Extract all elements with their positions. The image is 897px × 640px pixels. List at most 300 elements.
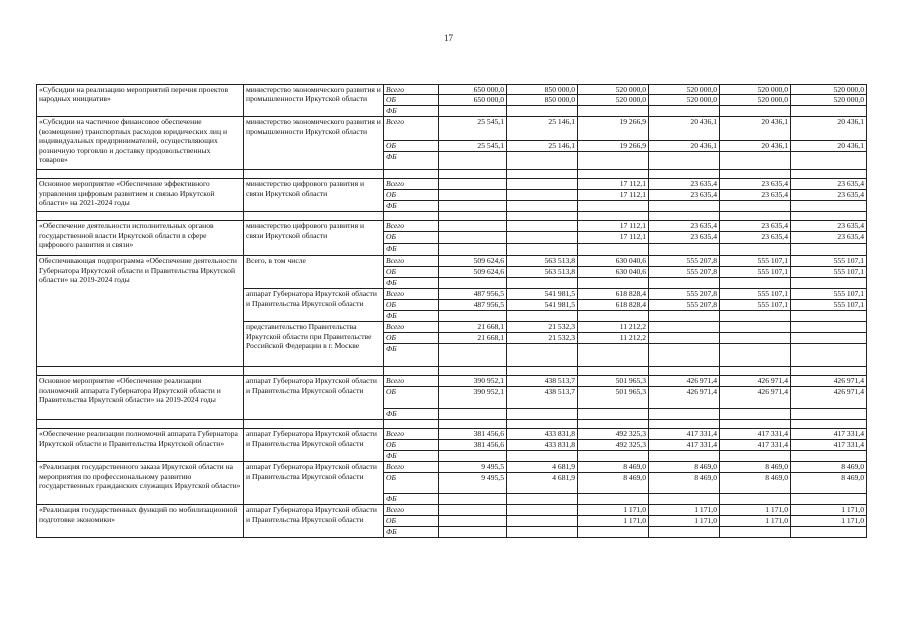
funding-source-cell: ФБ	[384, 106, 439, 117]
executor-cell: Всего, в том числе	[244, 256, 384, 289]
amount-cell: 381 456,6	[439, 440, 507, 451]
empty-cell	[578, 170, 649, 179]
funding-source-cell: Всего	[384, 179, 439, 190]
amount-cell: 417 331,4	[791, 429, 867, 440]
amount-cell	[439, 232, 507, 244]
amount-cell	[507, 505, 578, 516]
empty-cell	[244, 367, 384, 376]
amount-cell: 417 331,4	[720, 440, 791, 451]
empty-cell	[720, 170, 791, 179]
amount-cell	[578, 451, 649, 462]
amount-cell: 21 532,3	[507, 333, 578, 344]
amount-cell: 21 668,1	[439, 333, 507, 344]
amount-cell	[439, 516, 507, 527]
amount-cell	[720, 451, 791, 462]
amount-cell: 1 171,0	[649, 516, 720, 527]
funding-source-cell: ОБ	[384, 473, 439, 494]
amount-cell	[578, 201, 649, 212]
amount-cell: 4 681,9	[507, 462, 578, 473]
empty-cell	[384, 212, 439, 221]
amount-cell	[507, 244, 578, 256]
amount-cell: 8 469,0	[720, 462, 791, 473]
amount-cell: 23 635,4	[791, 190, 867, 201]
amount-cell	[507, 278, 578, 289]
amount-cell: 487 956,5	[439, 289, 507, 300]
empty-cell	[649, 420, 720, 429]
amount-cell: 520 000,0	[578, 85, 649, 95]
empty-cell	[649, 367, 720, 376]
amount-cell: 4 681,9	[507, 473, 578, 494]
amount-cell	[439, 201, 507, 212]
measure-name-cell: «Реализация государственного заказа Иркутской области на мероприятия по профессиональному развитию государственных гражданских служащих Иркутской области»	[37, 462, 244, 505]
amount-cell	[649, 322, 720, 333]
amount-cell: 563 513,8	[507, 256, 578, 267]
amount-cell: 20 436,1	[791, 141, 867, 152]
amount-cell: 555 107,1	[720, 267, 791, 278]
amount-cell	[791, 409, 867, 420]
amount-cell: 23 635,4	[720, 221, 791, 232]
amount-cell	[649, 409, 720, 420]
funding-source-cell: ФБ	[384, 451, 439, 462]
amount-cell: 520 000,0	[649, 95, 720, 106]
table-row	[37, 462, 867, 473]
empty-cell	[720, 212, 791, 221]
amount-cell: 1 171,0	[720, 516, 791, 527]
amount-cell: 25 545,1	[439, 141, 507, 152]
amount-cell: 850 000,0	[507, 85, 578, 95]
amount-cell	[720, 106, 791, 117]
amount-cell: 1 171,0	[578, 516, 649, 527]
amount-cell: 20 436,1	[720, 117, 791, 141]
amount-cell	[439, 106, 507, 117]
amount-cell: 501 965,3	[578, 376, 649, 387]
empty-cell	[791, 420, 867, 429]
amount-cell	[791, 333, 867, 344]
funding-source-cell: Всего	[384, 117, 439, 141]
table-row	[37, 85, 867, 95]
amount-cell	[649, 244, 720, 256]
empty-cell	[37, 367, 244, 376]
empty-cell	[244, 212, 384, 221]
amount-cell: 426 971,4	[649, 376, 720, 387]
amount-cell	[507, 106, 578, 117]
amount-cell	[507, 409, 578, 420]
funding-source-cell: Всего	[384, 256, 439, 267]
amount-cell: 426 971,4	[720, 376, 791, 387]
amount-cell: 9 495,5	[439, 462, 507, 473]
funding-source-cell: Всего	[384, 289, 439, 300]
amount-cell	[649, 494, 720, 505]
table-row	[37, 117, 867, 141]
amount-cell	[578, 152, 649, 170]
amount-cell: 17 112,1	[578, 221, 649, 232]
funding-source-cell: ОБ	[384, 190, 439, 201]
empty-cell	[791, 367, 867, 376]
empty-cell	[439, 170, 507, 179]
table-row	[37, 179, 867, 190]
funding-source-cell: ОБ	[384, 516, 439, 527]
amount-cell	[507, 494, 578, 505]
executor-cell: министерство экономического развития и промышленности Иркутской области	[244, 117, 384, 170]
amount-cell: 25 545,1	[439, 117, 507, 141]
funding-source-cell: ФБ	[384, 311, 439, 322]
empty-cell	[791, 170, 867, 179]
amount-cell	[720, 244, 791, 256]
amount-cell	[507, 451, 578, 462]
amount-cell	[649, 333, 720, 344]
amount-cell: 555 207,8	[649, 289, 720, 300]
amount-cell	[439, 451, 507, 462]
amount-cell: 17 112,1	[578, 179, 649, 190]
empty-cell	[578, 367, 649, 376]
amount-cell	[649, 278, 720, 289]
amount-cell	[720, 494, 791, 505]
executor-cell: министерство экономического развития и промышленности Иркутской области	[244, 85, 384, 117]
amount-cell: 25 146,1	[507, 141, 578, 152]
budget-table	[36, 84, 867, 538]
amount-cell: 1 171,0	[791, 516, 867, 527]
amount-cell	[791, 527, 867, 537]
amount-cell: 20 436,1	[649, 141, 720, 152]
spacer-row	[37, 420, 867, 429]
amount-cell	[791, 278, 867, 289]
amount-cell	[439, 152, 507, 170]
amount-cell	[649, 201, 720, 212]
amount-cell: 438 513,7	[507, 376, 578, 387]
amount-cell: 520 000,0	[791, 85, 867, 95]
executor-cell: министерство цифрового развития и связи Иркутской области	[244, 179, 384, 212]
amount-cell: 1 171,0	[578, 505, 649, 516]
amount-cell: 23 635,4	[649, 190, 720, 201]
amount-cell: 520 000,0	[720, 85, 791, 95]
amount-cell: 426 971,4	[720, 387, 791, 409]
amount-cell	[791, 106, 867, 117]
amount-cell	[507, 527, 578, 537]
amount-cell: 1 171,0	[720, 505, 791, 516]
amount-cell: 426 971,4	[791, 376, 867, 387]
amount-cell: 541 981,5	[507, 300, 578, 311]
amount-cell: 19 266,9	[578, 117, 649, 141]
amount-cell: 8 469,0	[649, 473, 720, 494]
amount-cell	[507, 190, 578, 201]
funding-source-cell: Всего	[384, 376, 439, 387]
amount-cell: 492 325,3	[578, 429, 649, 440]
amount-cell	[720, 333, 791, 344]
executor-cell: представительство Правительства Иркутской области при Правительстве Российской Федерации в г. Москве	[244, 322, 384, 367]
funding-source-cell: ОБ	[384, 333, 439, 344]
amount-cell: 630 040,6	[578, 267, 649, 278]
amount-cell	[578, 494, 649, 505]
amount-cell: 555 107,1	[791, 267, 867, 278]
spacer-row	[37, 170, 867, 179]
amount-cell	[578, 527, 649, 537]
amount-cell: 438 513,7	[507, 387, 578, 409]
executor-cell: аппарат Губернатора Иркутской области и Правительства Иркутской области	[244, 376, 384, 420]
amount-cell: 390 952,1	[439, 387, 507, 409]
funding-source-cell: ФБ	[384, 527, 439, 537]
measure-name-cell: «Субсидии на реализацию мероприятий перечня проектов народных инициатив»	[37, 85, 244, 117]
amount-cell: 19 266,9	[578, 141, 649, 152]
amount-cell: 417 331,4	[791, 440, 867, 451]
table-row	[37, 221, 867, 232]
executor-cell: аппарат Губернатора Иркутской области и Правительства Иркутской области	[244, 429, 384, 462]
amount-cell: 8 469,0	[578, 462, 649, 473]
amount-cell	[507, 152, 578, 170]
amount-cell: 555 107,1	[720, 289, 791, 300]
amount-cell: 555 207,8	[649, 256, 720, 267]
amount-cell	[791, 244, 867, 256]
amount-cell: 555 107,1	[720, 300, 791, 311]
amount-cell	[439, 505, 507, 516]
amount-cell	[439, 278, 507, 289]
amount-cell: 520 000,0	[720, 95, 791, 106]
amount-cell	[720, 527, 791, 537]
funding-source-cell: ОБ	[384, 440, 439, 451]
funding-source-cell: ОБ	[384, 387, 439, 409]
empty-cell	[791, 212, 867, 221]
amount-cell: 8 469,0	[791, 473, 867, 494]
amount-cell: 520 000,0	[578, 95, 649, 106]
funding-source-cell: ФБ	[384, 152, 439, 170]
amount-cell: 618 828,4	[578, 300, 649, 311]
amount-cell	[578, 311, 649, 322]
amount-cell: 9 495,5	[439, 473, 507, 494]
table-row	[37, 376, 867, 387]
amount-cell: 509 624,6	[439, 256, 507, 267]
funding-source-cell: ФБ	[384, 409, 439, 420]
empty-cell	[384, 367, 439, 376]
amount-cell: 23 635,4	[649, 179, 720, 190]
empty-cell	[384, 170, 439, 179]
measure-name-cell: «Реализация государственных функций по мобилизационной подготовке экономики»	[37, 505, 244, 537]
amount-cell: 20 436,1	[720, 141, 791, 152]
amount-cell	[720, 201, 791, 212]
empty-cell	[649, 212, 720, 221]
amount-cell	[578, 278, 649, 289]
amount-cell	[507, 232, 578, 244]
amount-cell: 650 000,0	[439, 95, 507, 106]
amount-cell: 426 971,4	[649, 387, 720, 409]
amount-cell: 541 981,5	[507, 289, 578, 300]
amount-cell: 21 668,1	[439, 322, 507, 333]
amount-cell	[439, 311, 507, 322]
funding-source-cell: ФБ	[384, 201, 439, 212]
page-number: 17	[444, 33, 453, 43]
amount-cell: 520 000,0	[791, 95, 867, 106]
amount-cell	[649, 344, 720, 367]
empty-cell	[507, 367, 578, 376]
amount-cell	[720, 152, 791, 170]
amount-cell	[439, 221, 507, 232]
funding-source-cell: ФБ	[384, 494, 439, 505]
amount-cell	[649, 106, 720, 117]
amount-cell	[649, 311, 720, 322]
amount-cell: 23 635,4	[720, 232, 791, 244]
funding-source-cell: Всего	[384, 462, 439, 473]
empty-cell	[244, 420, 384, 429]
amount-cell: 850 000,0	[507, 95, 578, 106]
funding-source-cell: Всего	[384, 505, 439, 516]
amount-cell: 433 831,8	[507, 429, 578, 440]
amount-cell: 8 469,0	[791, 462, 867, 473]
amount-cell	[649, 451, 720, 462]
funding-source-cell: Всего	[384, 85, 439, 95]
amount-cell: 555 107,1	[791, 256, 867, 267]
table-row	[37, 429, 867, 440]
amount-cell: 618 828,4	[578, 289, 649, 300]
amount-cell: 381 456,6	[439, 429, 507, 440]
funding-source-cell: ФБ	[384, 344, 439, 367]
empty-cell	[578, 420, 649, 429]
measure-name-cell: Основное мероприятие «Обеспечение реализации полномочий аппарата Губернатора Иркутской области и Правительства Иркутской области» на 2019-2024 годы	[37, 376, 244, 420]
executor-cell: министерство цифрового развития и связи Иркутской области	[244, 221, 384, 256]
amount-cell	[720, 278, 791, 289]
executor-cell: аппарат Губернатора Иркутской области и Правительства Иркутской области	[244, 505, 384, 537]
amount-cell: 555 207,8	[649, 300, 720, 311]
amount-cell: 555 207,8	[649, 267, 720, 278]
amount-cell: 650 000,0	[439, 85, 507, 95]
amount-cell	[720, 344, 791, 367]
amount-cell: 23 635,4	[791, 232, 867, 244]
empty-cell	[578, 212, 649, 221]
amount-cell: 501 965,3	[578, 387, 649, 409]
amount-cell	[791, 451, 867, 462]
amount-cell	[439, 344, 507, 367]
amount-cell: 630 040,6	[578, 256, 649, 267]
amount-cell: 11 212,2	[578, 333, 649, 344]
amount-cell: 20 436,1	[649, 117, 720, 141]
amount-cell	[507, 311, 578, 322]
measure-name-cell: «Обеспечение реализации полномочий аппарата Губернатора Иркутской области и Правительства Иркутской области»	[37, 429, 244, 462]
amount-cell: 23 635,4	[649, 232, 720, 244]
amount-cell: 25 146,1	[507, 117, 578, 141]
amount-cell: 23 635,4	[791, 221, 867, 232]
amount-cell	[439, 179, 507, 190]
measure-name-cell: Основное мероприятие «Обеспечение эффективного управления цифровым развитием и связью Иркутской области» на 2021-2024 годы	[37, 179, 244, 212]
amount-cell: 390 952,1	[439, 376, 507, 387]
funding-source-cell: ОБ	[384, 95, 439, 106]
amount-cell	[439, 409, 507, 420]
amount-cell: 8 469,0	[649, 462, 720, 473]
amount-cell	[439, 527, 507, 537]
amount-cell: 487 956,5	[439, 300, 507, 311]
empty-cell	[439, 420, 507, 429]
spacer-row	[37, 367, 867, 376]
empty-cell	[720, 420, 791, 429]
amount-cell	[791, 152, 867, 170]
amount-cell	[791, 344, 867, 367]
amount-cell: 509 624,6	[439, 267, 507, 278]
amount-cell	[507, 344, 578, 367]
amount-cell: 1 171,0	[649, 505, 720, 516]
empty-cell	[507, 420, 578, 429]
amount-cell: 1 171,0	[791, 505, 867, 516]
amount-cell	[439, 244, 507, 256]
amount-cell: 23 635,4	[649, 221, 720, 232]
executor-cell: аппарат Губернатора Иркутской области и Правительства Иркутской области	[244, 289, 384, 322]
funding-source-cell: ОБ	[384, 267, 439, 278]
amount-cell	[507, 516, 578, 527]
measure-name-cell: «Обеспечение деятельности исполнительных органов государственной власти Иркутской области в сфере цифрового развития и связи»	[37, 221, 244, 256]
amount-cell: 492 325,3	[578, 440, 649, 451]
amount-cell: 17 112,1	[578, 232, 649, 244]
measure-name-cell: «Субсидии на частичное финансовое обеспечение (возмещение) транспортных расходов юридических лиц и индивидуальных предпринимателей, осуществляющих розничную торговлю и доставку продовольственных товаров»	[37, 117, 244, 170]
funding-source-cell: ОБ	[384, 232, 439, 244]
amount-cell	[649, 152, 720, 170]
amount-cell	[578, 409, 649, 420]
empty-cell	[507, 212, 578, 221]
funding-source-cell: ОБ	[384, 300, 439, 311]
amount-cell	[578, 344, 649, 367]
table-row	[37, 256, 867, 267]
empty-cell	[244, 170, 384, 179]
amount-cell	[791, 201, 867, 212]
funding-source-cell: Всего	[384, 221, 439, 232]
amount-cell: 17 112,1	[578, 190, 649, 201]
amount-cell: 433 831,8	[507, 440, 578, 451]
empty-cell	[649, 170, 720, 179]
amount-cell: 21 532,3	[507, 322, 578, 333]
funding-source-cell: Всего	[384, 429, 439, 440]
amount-cell: 23 635,4	[791, 179, 867, 190]
funding-source-cell: ФБ	[384, 244, 439, 256]
amount-cell: 20 436,1	[791, 117, 867, 141]
amount-cell: 555 107,1	[791, 300, 867, 311]
empty-cell	[720, 367, 791, 376]
amount-cell	[439, 494, 507, 505]
amount-cell	[720, 409, 791, 420]
amount-cell	[720, 311, 791, 322]
amount-cell: 11 212,2	[578, 322, 649, 333]
amount-cell: 417 331,4	[649, 440, 720, 451]
amount-cell: 8 469,0	[578, 473, 649, 494]
amount-cell: 23 635,4	[720, 179, 791, 190]
empty-cell	[384, 420, 439, 429]
empty-cell	[37, 420, 244, 429]
amount-cell: 555 107,1	[791, 289, 867, 300]
spacer-row	[37, 212, 867, 221]
funding-source-cell: ОБ	[384, 141, 439, 152]
amount-cell: 8 469,0	[720, 473, 791, 494]
amount-cell	[507, 201, 578, 212]
empty-cell	[37, 170, 244, 179]
amount-cell	[791, 494, 867, 505]
amount-cell	[649, 527, 720, 537]
amount-cell: 417 331,4	[720, 429, 791, 440]
amount-cell	[507, 221, 578, 232]
amount-cell: 426 971,4	[791, 387, 867, 409]
measure-name-cell: Обеспечивающая подпрограмма «Обеспечение деятельности Губернатора Иркутской области и Правительства Иркутской области» на 2019-2024 годы	[37, 256, 244, 367]
amount-cell: 563 513,8	[507, 267, 578, 278]
empty-cell	[439, 367, 507, 376]
amount-cell	[578, 106, 649, 117]
amount-cell: 555 107,1	[720, 256, 791, 267]
amount-cell: 520 000,0	[649, 85, 720, 95]
empty-cell	[37, 212, 244, 221]
amount-cell	[578, 244, 649, 256]
amount-cell	[791, 322, 867, 333]
funding-source-cell: ФБ	[384, 278, 439, 289]
amount-cell	[791, 311, 867, 322]
executor-cell: аппарат Губернатора Иркутской области и Правительства Иркутской области	[244, 462, 384, 505]
amount-cell: 23 635,4	[720, 190, 791, 201]
empty-cell	[507, 170, 578, 179]
funding-source-cell: Всего	[384, 322, 439, 333]
amount-cell: 417 331,4	[649, 429, 720, 440]
empty-cell	[439, 212, 507, 221]
amount-cell	[439, 190, 507, 201]
amount-cell	[507, 179, 578, 190]
